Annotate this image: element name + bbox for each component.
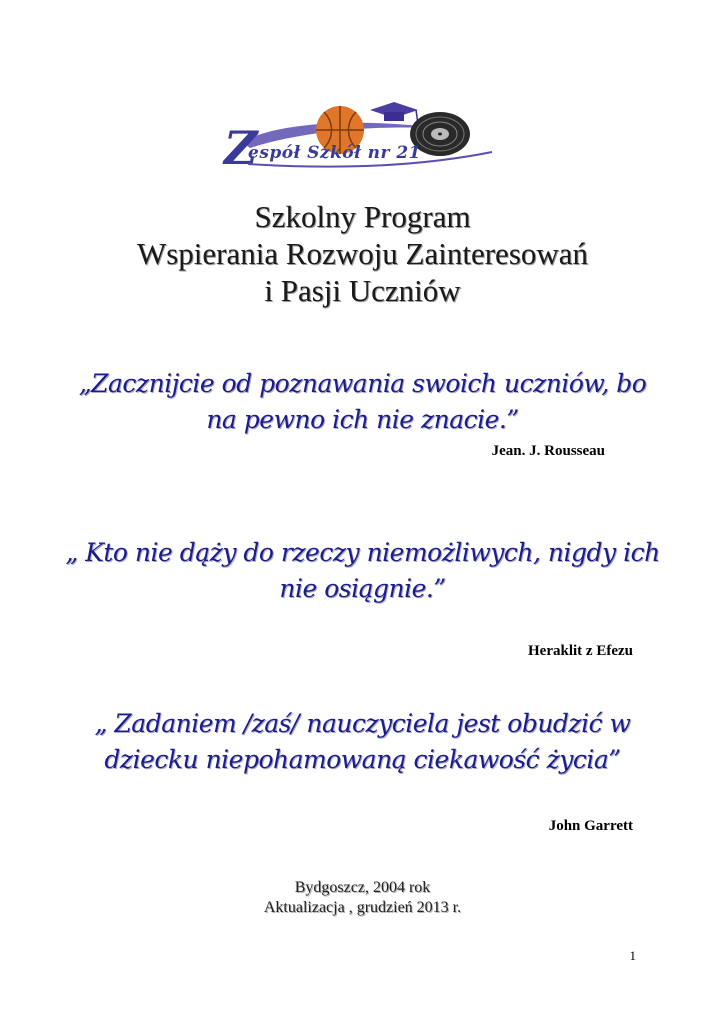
svg-text:Z: Z [224,121,258,175]
quote-line: „ Kto nie dąży do rzeczy niemożliwych, nigdy ich [65,538,660,567]
document-title [0,198,725,309]
school-logo [222,100,512,180]
logo-text: espół Szkół nr 21 [248,143,421,163]
title-line-3: i Pasji Uczniów [264,273,461,308]
footer-place-date [0,878,725,918]
quote-heraklit [0,535,725,607]
page-number: 1 [629,948,636,963]
quote-author: Jean. J. Rousseau [491,443,605,459]
quote-garrett [0,706,725,778]
quote-author: John Garrett [548,818,633,834]
graduation-cap-icon [370,102,418,124]
quote-author: Heraklit z Efezu [528,643,633,659]
quote-line: „ Zadaniem /zaś/ nauczyciela jest obudzić w [94,709,631,738]
quote-line: dziecku niepohamowaną ciekawość życia” [104,745,621,774]
footer-line-1: Bydgoszcz, 2004 rok [294,879,431,896]
quote-line: na pewno ich nie znacie.” [206,405,519,434]
title-line-1: Szkolny Program [254,199,471,234]
quote-line: „Zacznijcie od poznawania swoich uczniów, bo [78,369,647,398]
quote-line: nie osiągnie.” [279,574,446,603]
title-line-2: Wspierania Rozwoju Zainteresowań [136,236,589,271]
footer-line-2: Aktualizacja , grudzień 2013 r. [263,899,462,916]
quote-rousseau [0,366,725,438]
